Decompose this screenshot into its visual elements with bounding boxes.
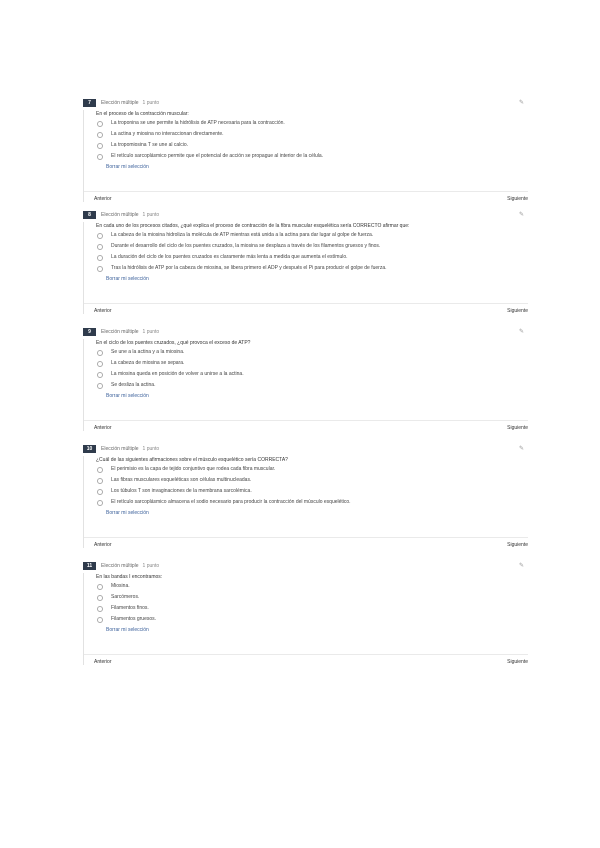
question-block [83, 211, 528, 314]
radio-button[interactable] [97, 361, 103, 367]
clear-selection-link[interactable]: Borrar mi selección [106, 510, 149, 516]
radio-button[interactable] [97, 500, 103, 506]
pencil-icon[interactable]: ✎ [518, 446, 524, 452]
question-block [83, 99, 528, 202]
next-button[interactable]: Siguiente [507, 308, 528, 314]
question-nav [84, 654, 528, 665]
question-number: 10 [83, 445, 96, 453]
answer-option-label: Durante el desarrollo del ciclo de los puentes cruzados, la miosina se desplaza a través de los filamentos gruesos y finos. [111, 243, 381, 249]
question-body [83, 339, 528, 431]
question-points: 1 punto [142, 446, 160, 452]
radio-button[interactable] [97, 266, 103, 272]
clear-selection-link[interactable]: Borrar mi selección [106, 276, 149, 282]
previous-button[interactable]: Anterior [94, 659, 112, 665]
question-block [83, 445, 528, 548]
answer-option[interactable] [97, 475, 528, 486]
question-type [101, 328, 159, 336]
pencil-icon[interactable]: ✎ [518, 329, 524, 335]
answer-option[interactable] [97, 241, 528, 252]
question-text: En cada uno de los procesos citados, ¿qué explica el proceso de contracción de la fibra muscular esquelética sería CORRECTO afirmar que: [96, 223, 410, 229]
next-button[interactable]: Siguiente [507, 659, 528, 665]
previous-button[interactable]: Anterior [94, 542, 112, 548]
answer-option-label: El retículo sarcoplásmico permite que el potencial de acción se propague al interior de la célula. [111, 153, 324, 159]
question-type-label: Elección múltiple [101, 563, 139, 569]
answer-option-label: La troponina se une permite la hidrólisis de ATP necesaria para la contracción. [111, 120, 285, 126]
question-number: 11 [83, 562, 96, 570]
next-button[interactable]: Siguiente [507, 425, 528, 431]
answer-option[interactable] [97, 118, 528, 129]
question-nav [84, 191, 528, 202]
answer-option[interactable] [97, 151, 528, 162]
answer-option[interactable] [97, 263, 528, 274]
answer-option[interactable] [97, 614, 528, 625]
question-type [101, 99, 159, 107]
question-body [83, 456, 528, 548]
radio-button[interactable] [97, 255, 103, 261]
answer-option-label: La cabeza de la miosina hidroliza la molécula de ATP mientras está unida a la actina para dar lugar al golpe de fuerza. [111, 232, 374, 238]
question-body [83, 110, 528, 202]
question-text: En el proceso de la contracción muscular: [96, 111, 189, 117]
question-header [83, 99, 528, 108]
answer-option-label: Sarcómeros. [111, 594, 140, 600]
question-number: 9 [83, 328, 96, 336]
answer-option[interactable] [97, 464, 528, 475]
previous-button[interactable]: Anterior [94, 308, 112, 314]
answer-option-label: La miosina queda en posición de volver a unirse a la actina. [111, 371, 244, 377]
answer-option[interactable] [97, 497, 528, 508]
answer-option-label: Se desliza la actina. [111, 382, 156, 388]
answer-option[interactable] [97, 603, 528, 614]
question-type-label: Elección múltiple [101, 329, 139, 335]
question-nav [84, 537, 528, 548]
question-nav [84, 303, 528, 314]
answer-option[interactable] [97, 592, 528, 603]
radio-button[interactable] [97, 478, 103, 484]
question-text: ¿Cuál de las siguientes afirmaciones sobre el músculo esquelético sería CORRECTA? [96, 457, 288, 463]
clear-selection-link[interactable]: Borrar mi selección [106, 627, 149, 633]
radio-button[interactable] [97, 244, 103, 250]
answer-option[interactable] [97, 380, 528, 391]
question-type [101, 445, 159, 453]
radio-button[interactable] [97, 154, 103, 160]
answer-option[interactable] [97, 230, 528, 241]
question-body [83, 222, 528, 314]
question-points: 1 punto [142, 563, 160, 569]
answer-option-label: Filamentos gruesos. [111, 616, 157, 622]
question-header [83, 445, 528, 454]
answer-option[interactable] [97, 129, 528, 140]
answer-option-label: Se une a la actina y a la miosina. [111, 349, 185, 355]
clear-selection-link[interactable]: Borrar mi selección [106, 393, 149, 399]
answer-option[interactable] [97, 581, 528, 592]
question-points: 1 punto [142, 329, 160, 335]
previous-button[interactable]: Anterior [94, 196, 112, 202]
answer-option-label: Miosina. [111, 583, 130, 589]
question-header [83, 328, 528, 337]
question-type-label: Elección múltiple [101, 100, 139, 106]
pencil-icon[interactable]: ✎ [518, 100, 524, 106]
answer-option-label: Las fibras musculares esqueléticas son células multinucleadas. [111, 477, 252, 483]
question-points: 1 punto [142, 100, 160, 106]
question-number: 8 [83, 211, 96, 219]
answer-option-label: El perimisio es la capa de tejido conjuntivo que rodea cada fibra muscular. [111, 466, 276, 472]
answer-option[interactable] [97, 358, 528, 369]
answer-option[interactable] [97, 486, 528, 497]
question-header [83, 211, 528, 220]
radio-button[interactable] [97, 233, 103, 239]
question-points: 1 punto [142, 212, 160, 218]
answer-option-label: Tras la hidrólisis de ATP por la cabeza de miosina, se libera primero el ADP y después el Pi para producir el golpe de fuerza. [111, 265, 387, 271]
answer-option-label: La actina y miosina no interaccionan directamente. [111, 131, 224, 137]
question-type [101, 211, 159, 219]
answer-option-label: La cabeza de miosina se separa. [111, 360, 185, 366]
question-type [101, 562, 159, 570]
radio-button[interactable] [97, 372, 103, 378]
radio-button[interactable] [97, 383, 103, 389]
radio-button[interactable] [97, 584, 103, 590]
clear-selection-link[interactable]: Borrar mi selección [106, 164, 149, 170]
question-type-label: Elección múltiple [101, 446, 139, 452]
question-block [83, 328, 528, 431]
pencil-icon[interactable]: ✎ [518, 212, 524, 218]
question-nav [84, 420, 528, 431]
radio-button[interactable] [97, 143, 103, 149]
answer-option-label: La tropomiosina T se une al calcio. [111, 142, 189, 148]
radio-button[interactable] [97, 121, 103, 127]
pencil-icon[interactable]: ✎ [518, 563, 524, 569]
question-block [83, 562, 528, 665]
answer-option-label: Los túbulos T son invaginaciones de la membrana sarcolémica. [111, 488, 252, 494]
question-text: En las bandas I encontramos: [96, 574, 163, 580]
next-button[interactable]: Siguiente [507, 196, 528, 202]
previous-button[interactable]: Anterior [94, 425, 112, 431]
answer-option-label: La duración del ciclo de los puentes cruzados es claramente más lenta a medida que aumenta el estímulo. [111, 254, 348, 260]
question-number: 7 [83, 99, 96, 107]
answer-option[interactable] [97, 369, 528, 380]
question-text: En el ciclo de los puentes cruzados, ¿qué provoca el exceso de ATP? [96, 340, 251, 346]
answer-option-label: Filamentos finos. [111, 605, 149, 611]
answer-option[interactable] [97, 252, 528, 263]
radio-button[interactable] [97, 467, 103, 473]
radio-button[interactable] [97, 606, 103, 612]
radio-button[interactable] [97, 489, 103, 495]
radio-button[interactable] [97, 617, 103, 623]
radio-button[interactable] [97, 350, 103, 356]
answer-option[interactable] [97, 347, 528, 358]
question-type-label: Elección múltiple [101, 212, 139, 218]
question-header [83, 562, 528, 571]
next-button[interactable]: Siguiente [507, 542, 528, 548]
question-body [83, 573, 528, 665]
answer-option-label: El retículo sarcoplásmico almacena el sodio necesario para producir la contracción del músculo esquelético. [111, 499, 351, 505]
radio-button[interactable] [97, 132, 103, 138]
answer-option[interactable] [97, 140, 528, 151]
radio-button[interactable] [97, 595, 103, 601]
